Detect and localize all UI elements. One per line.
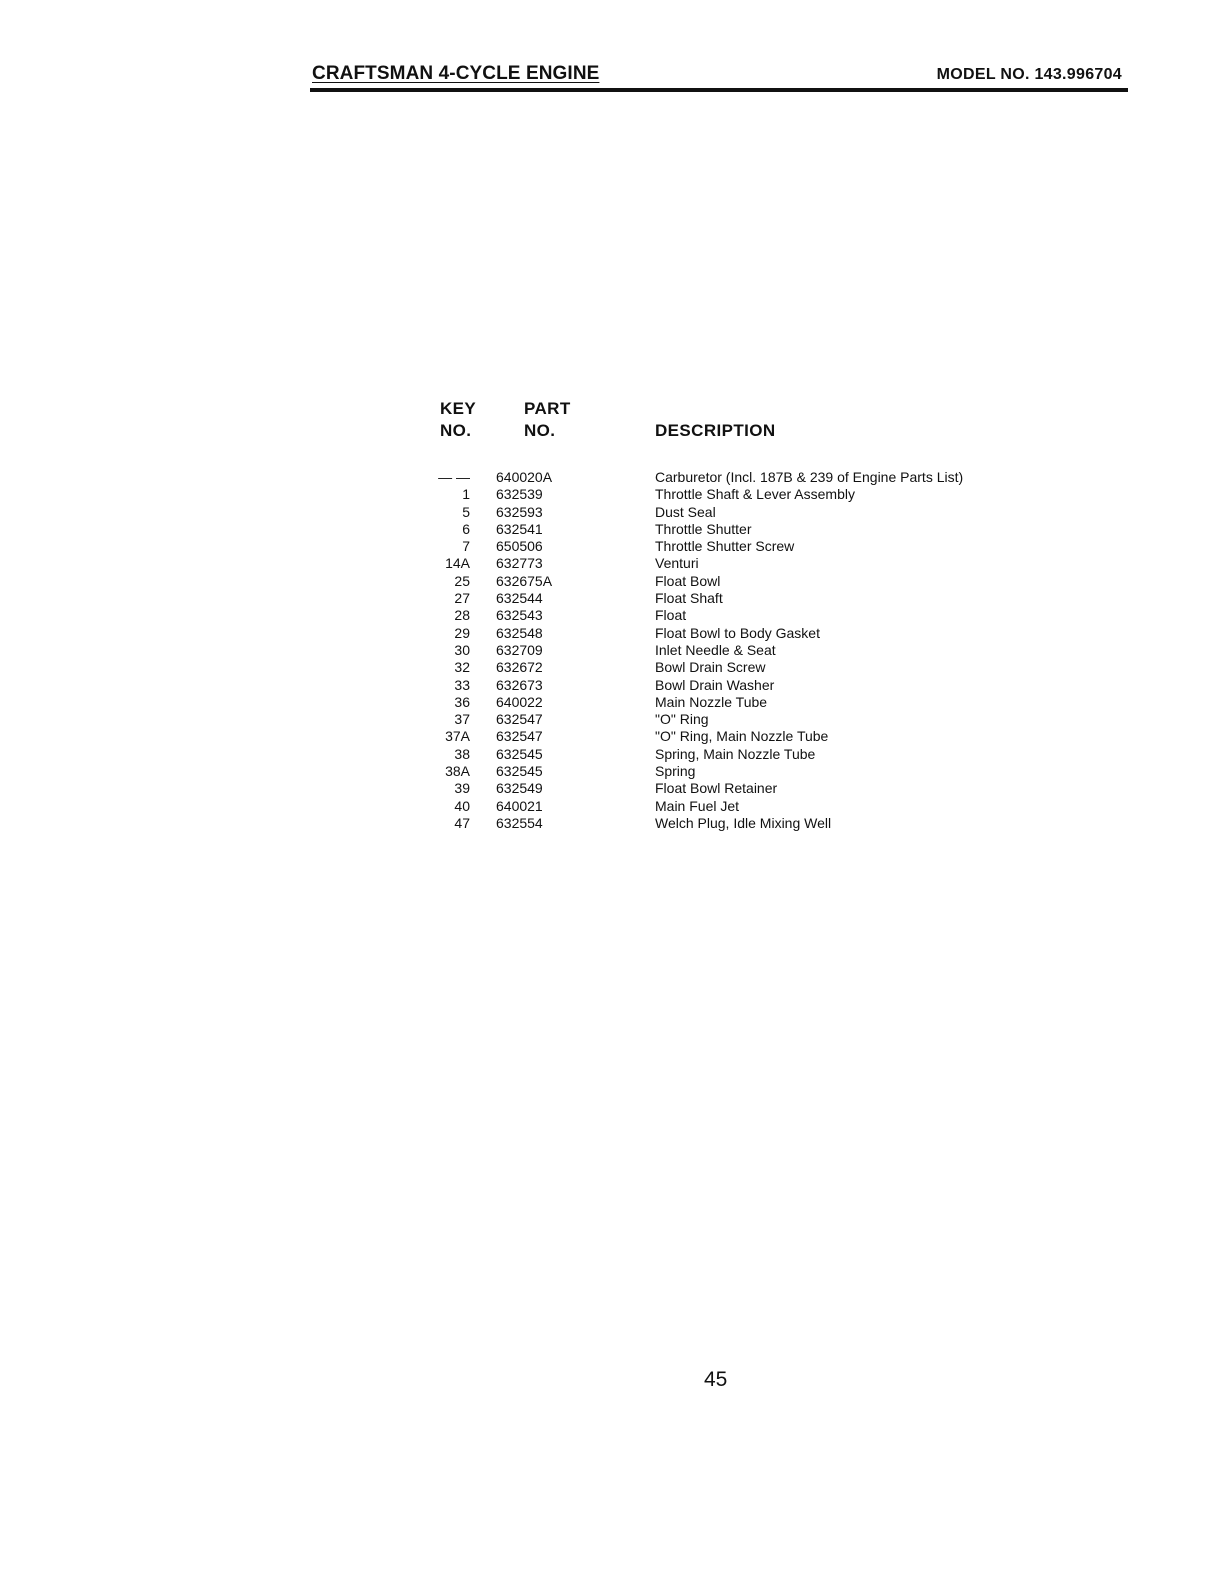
part-number: 632672 bbox=[496, 659, 543, 676]
key-number: 14A bbox=[445, 555, 470, 572]
key-number: 33 bbox=[454, 676, 470, 693]
parts-row bbox=[430, 607, 1030, 624]
part-number: 632547 bbox=[496, 728, 543, 745]
part-description: Throttle Shaft & Lever Assembly bbox=[655, 486, 855, 503]
part-description: Inlet Needle & Seat bbox=[655, 641, 776, 658]
part-description: Bowl Drain Washer bbox=[655, 676, 775, 693]
part-number: 632541 bbox=[496, 520, 543, 537]
part-heading-line1: PART bbox=[524, 399, 571, 418]
part-number: 632544 bbox=[496, 590, 543, 607]
part-number: 632547 bbox=[496, 711, 543, 728]
parts-row bbox=[430, 538, 1030, 555]
part-number: 650506 bbox=[496, 538, 543, 555]
part-description: Float Bowl to Body Gasket bbox=[655, 624, 820, 641]
key-no-heading bbox=[440, 398, 476, 442]
key-number: 27 bbox=[454, 590, 470, 607]
parts-row bbox=[430, 573, 1030, 590]
part-number: 632675A bbox=[496, 572, 553, 589]
key-number: 6 bbox=[462, 520, 470, 537]
key-number: 39 bbox=[454, 780, 470, 797]
part-description: "O" Ring, Main Nozzle Tube bbox=[655, 728, 829, 745]
header-divider bbox=[310, 88, 1128, 92]
parts-row bbox=[430, 486, 1030, 503]
page-number: 45 bbox=[704, 1368, 728, 1391]
part-number: 632709 bbox=[496, 641, 543, 658]
part-description: Spring, Main Nozzle Tube bbox=[655, 745, 816, 762]
key-number: 29 bbox=[454, 624, 470, 641]
key-number: 30 bbox=[454, 641, 470, 658]
parts-row bbox=[430, 521, 1030, 538]
key-number: 47 bbox=[454, 814, 470, 831]
parts-row bbox=[430, 504, 1030, 521]
part-no-heading bbox=[524, 398, 571, 442]
part-number: 632773 bbox=[496, 555, 543, 572]
key-number: 38A bbox=[445, 763, 470, 780]
key-number: 38 bbox=[454, 745, 470, 762]
part-description: Spring bbox=[655, 763, 696, 780]
part-description: Carburetor (Incl. 187B & 239 of Engine Parts List) bbox=[655, 469, 964, 485]
key-number: 5 bbox=[462, 503, 470, 520]
part-number: 632545 bbox=[496, 745, 543, 762]
part-number: 632539 bbox=[496, 486, 543, 503]
parts-row bbox=[430, 728, 1030, 745]
part-description: Float Shaft bbox=[655, 590, 723, 607]
part-description: "O" Ring bbox=[655, 711, 709, 728]
key-number: 36 bbox=[454, 693, 470, 710]
part-number: 632554 bbox=[496, 814, 543, 831]
key-heading-line1: KEY bbox=[440, 399, 477, 418]
parts-row bbox=[430, 780, 1030, 797]
parts-row bbox=[430, 746, 1030, 763]
part-description: Bowl Drain Screw bbox=[655, 659, 766, 676]
key-number: 25 bbox=[454, 572, 470, 589]
parts-row bbox=[430, 469, 1030, 486]
parts-row bbox=[430, 625, 1030, 642]
part-description: Welch Plug, Idle Mixing Well bbox=[655, 814, 832, 831]
part-number: 632673 bbox=[496, 676, 543, 693]
key-number: 37A bbox=[445, 728, 470, 745]
key-number: 28 bbox=[454, 607, 470, 624]
parts-row bbox=[430, 677, 1030, 694]
part-number: 632593 bbox=[496, 503, 543, 520]
description-heading: DESCRIPTION bbox=[655, 421, 776, 440]
part-description: Throttle Shutter Screw bbox=[655, 538, 795, 555]
key-number: 1 bbox=[462, 486, 470, 503]
key-number: — — bbox=[438, 469, 470, 485]
key-heading-line2: NO. bbox=[440, 421, 472, 440]
parts-row bbox=[430, 642, 1030, 659]
parts-row bbox=[430, 798, 1030, 815]
part-number: 632545 bbox=[496, 763, 543, 780]
parts-row bbox=[430, 659, 1030, 676]
part-description: Float Bowl bbox=[655, 572, 721, 589]
part-description: Main Fuel Jet bbox=[655, 797, 740, 814]
parts-list bbox=[430, 469, 1030, 832]
key-number: 7 bbox=[462, 538, 470, 555]
parts-row bbox=[430, 815, 1030, 832]
part-number: 640022 bbox=[496, 693, 543, 710]
part-number: 640021 bbox=[496, 797, 543, 814]
parts-row bbox=[430, 555, 1030, 572]
part-number: 632549 bbox=[496, 780, 543, 797]
part-number: 632543 bbox=[496, 607, 543, 624]
part-description: Venturi bbox=[655, 555, 699, 572]
parts-row bbox=[430, 711, 1030, 728]
part-description: Float Bowl Retainer bbox=[655, 780, 778, 797]
key-number: 40 bbox=[454, 797, 470, 814]
key-number: 32 bbox=[454, 659, 470, 676]
manual-title: CRAFTSMAN 4-CYCLE ENGINE bbox=[312, 63, 600, 84]
model-number: MODEL NO. 143.996704 bbox=[936, 66, 1122, 83]
part-description: Throttle Shutter bbox=[655, 520, 752, 537]
part-description: Dust Seal bbox=[655, 503, 716, 520]
part-number: 632548 bbox=[496, 624, 543, 641]
parts-row bbox=[430, 763, 1030, 780]
part-number: 640020A bbox=[496, 469, 553, 485]
parts-row bbox=[430, 590, 1030, 607]
page-header bbox=[310, 60, 1128, 94]
part-description: Main Nozzle Tube bbox=[655, 693, 768, 710]
part-description: Float bbox=[655, 607, 687, 624]
part-heading-line2: NO. bbox=[524, 421, 556, 440]
parts-row bbox=[430, 694, 1030, 711]
key-number: 37 bbox=[454, 711, 470, 728]
